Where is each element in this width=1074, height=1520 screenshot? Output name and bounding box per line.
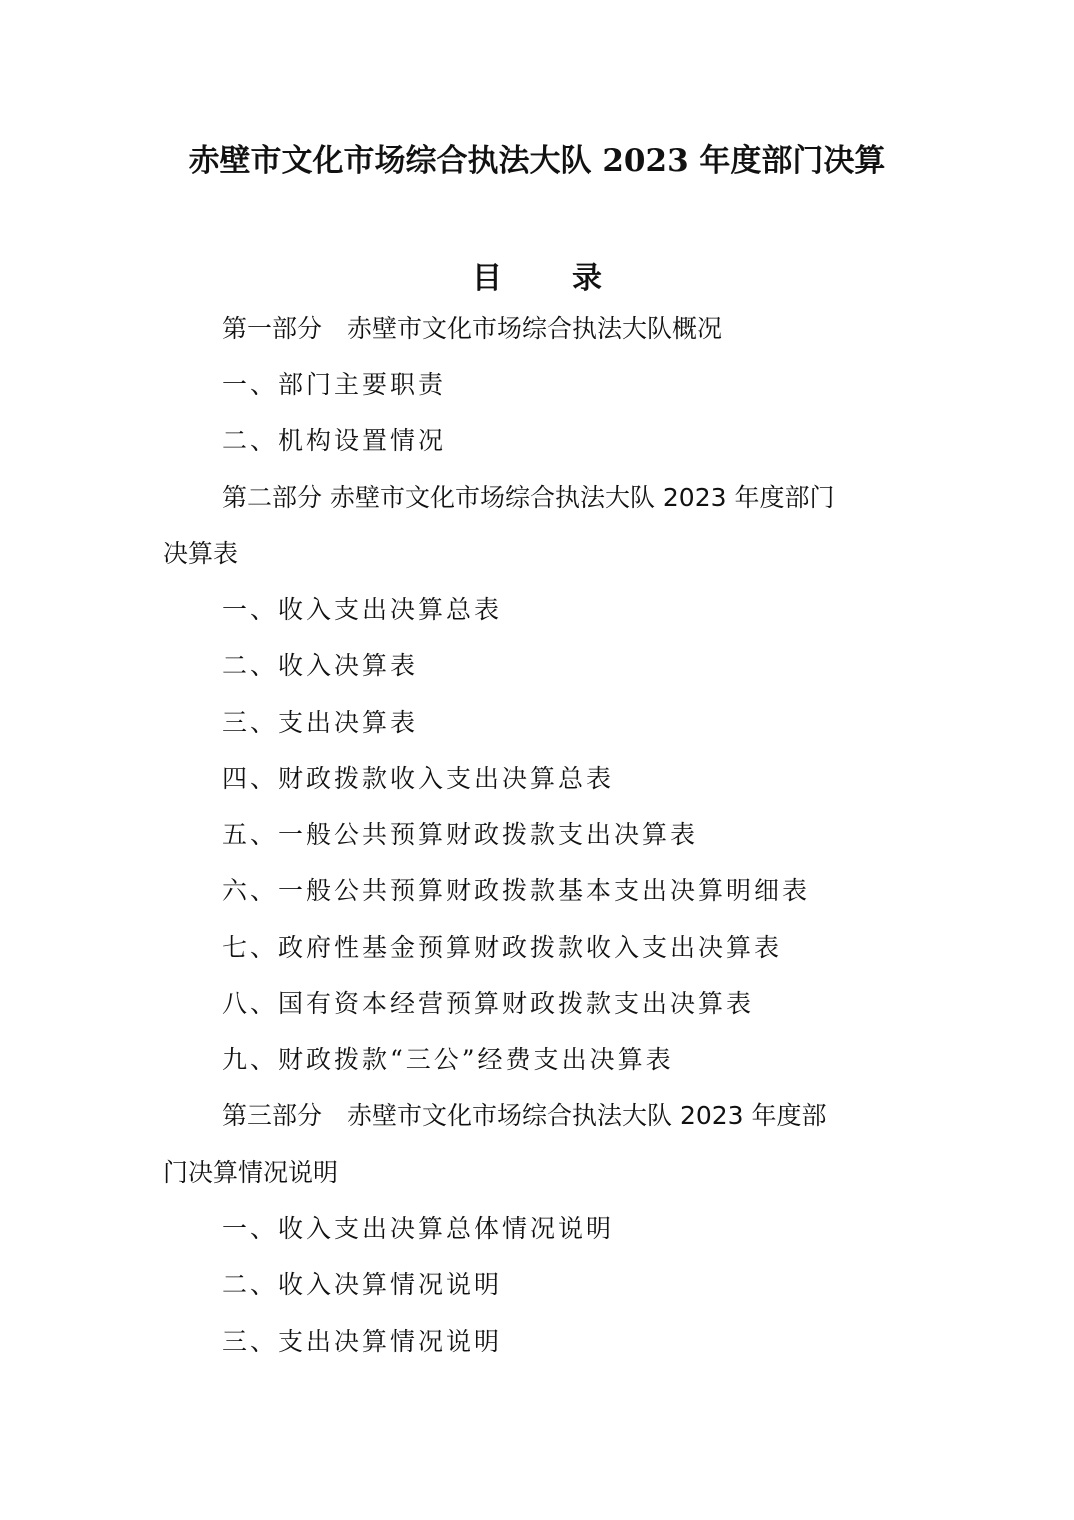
toc-item: 三、支出决算情况说明 xyxy=(222,1327,503,1356)
toc-item: 六、一般公共预算财政拨款基本支出决算明细表 xyxy=(222,876,811,905)
toc-item: 二、收入决算表 xyxy=(222,651,419,680)
toc-item: 二、收入决算情况说明 xyxy=(222,1270,503,1299)
toc-item: 七、政府性基金预算财政拨款收入支出决算表 xyxy=(222,933,783,962)
toc-item: 一、部门主要职责 xyxy=(222,370,447,399)
toc-item: 九、财政拨款“三公”经费支出决算表 xyxy=(222,1045,674,1074)
toc-item: 五、一般公共预算财政拨款支出决算表 xyxy=(222,820,699,849)
toc-part3-title-line2: 门决算情况说明 xyxy=(163,1158,339,1187)
toc-heading-left: 目 xyxy=(472,261,502,296)
toc-item: 一、收入支出决算总体情况说明 xyxy=(222,1214,615,1243)
toc-heading-right: 录 xyxy=(572,261,602,296)
toc-item: 三、支出决算表 xyxy=(222,708,419,737)
toc-part3-title-line1: 第三部分 赤壁市文化市场综合执法大队 2023 年度部 xyxy=(222,1101,827,1130)
document-title: 赤壁市文化市场综合执法大队 2023 年度部门决算 xyxy=(188,143,886,179)
toc-part2-title-line2: 决算表 xyxy=(163,539,239,568)
toc-part2-title-line1: 第二部分 赤壁市文化市场综合执法大队 2023 年度部门 xyxy=(222,483,835,512)
toc-item: 四、财政拨款收入支出决算总表 xyxy=(222,764,615,793)
toc-item: 八、国有资本经营预算财政拨款支出决算表 xyxy=(222,989,755,1018)
toc-heading xyxy=(0,253,1074,297)
toc-item: 二、机构设置情况 xyxy=(222,426,447,455)
toc-part1-title: 第一部分 赤壁市文化市场综合执法大队概况 xyxy=(222,314,723,343)
toc-item: 一、收入支出决算总表 xyxy=(222,595,503,624)
